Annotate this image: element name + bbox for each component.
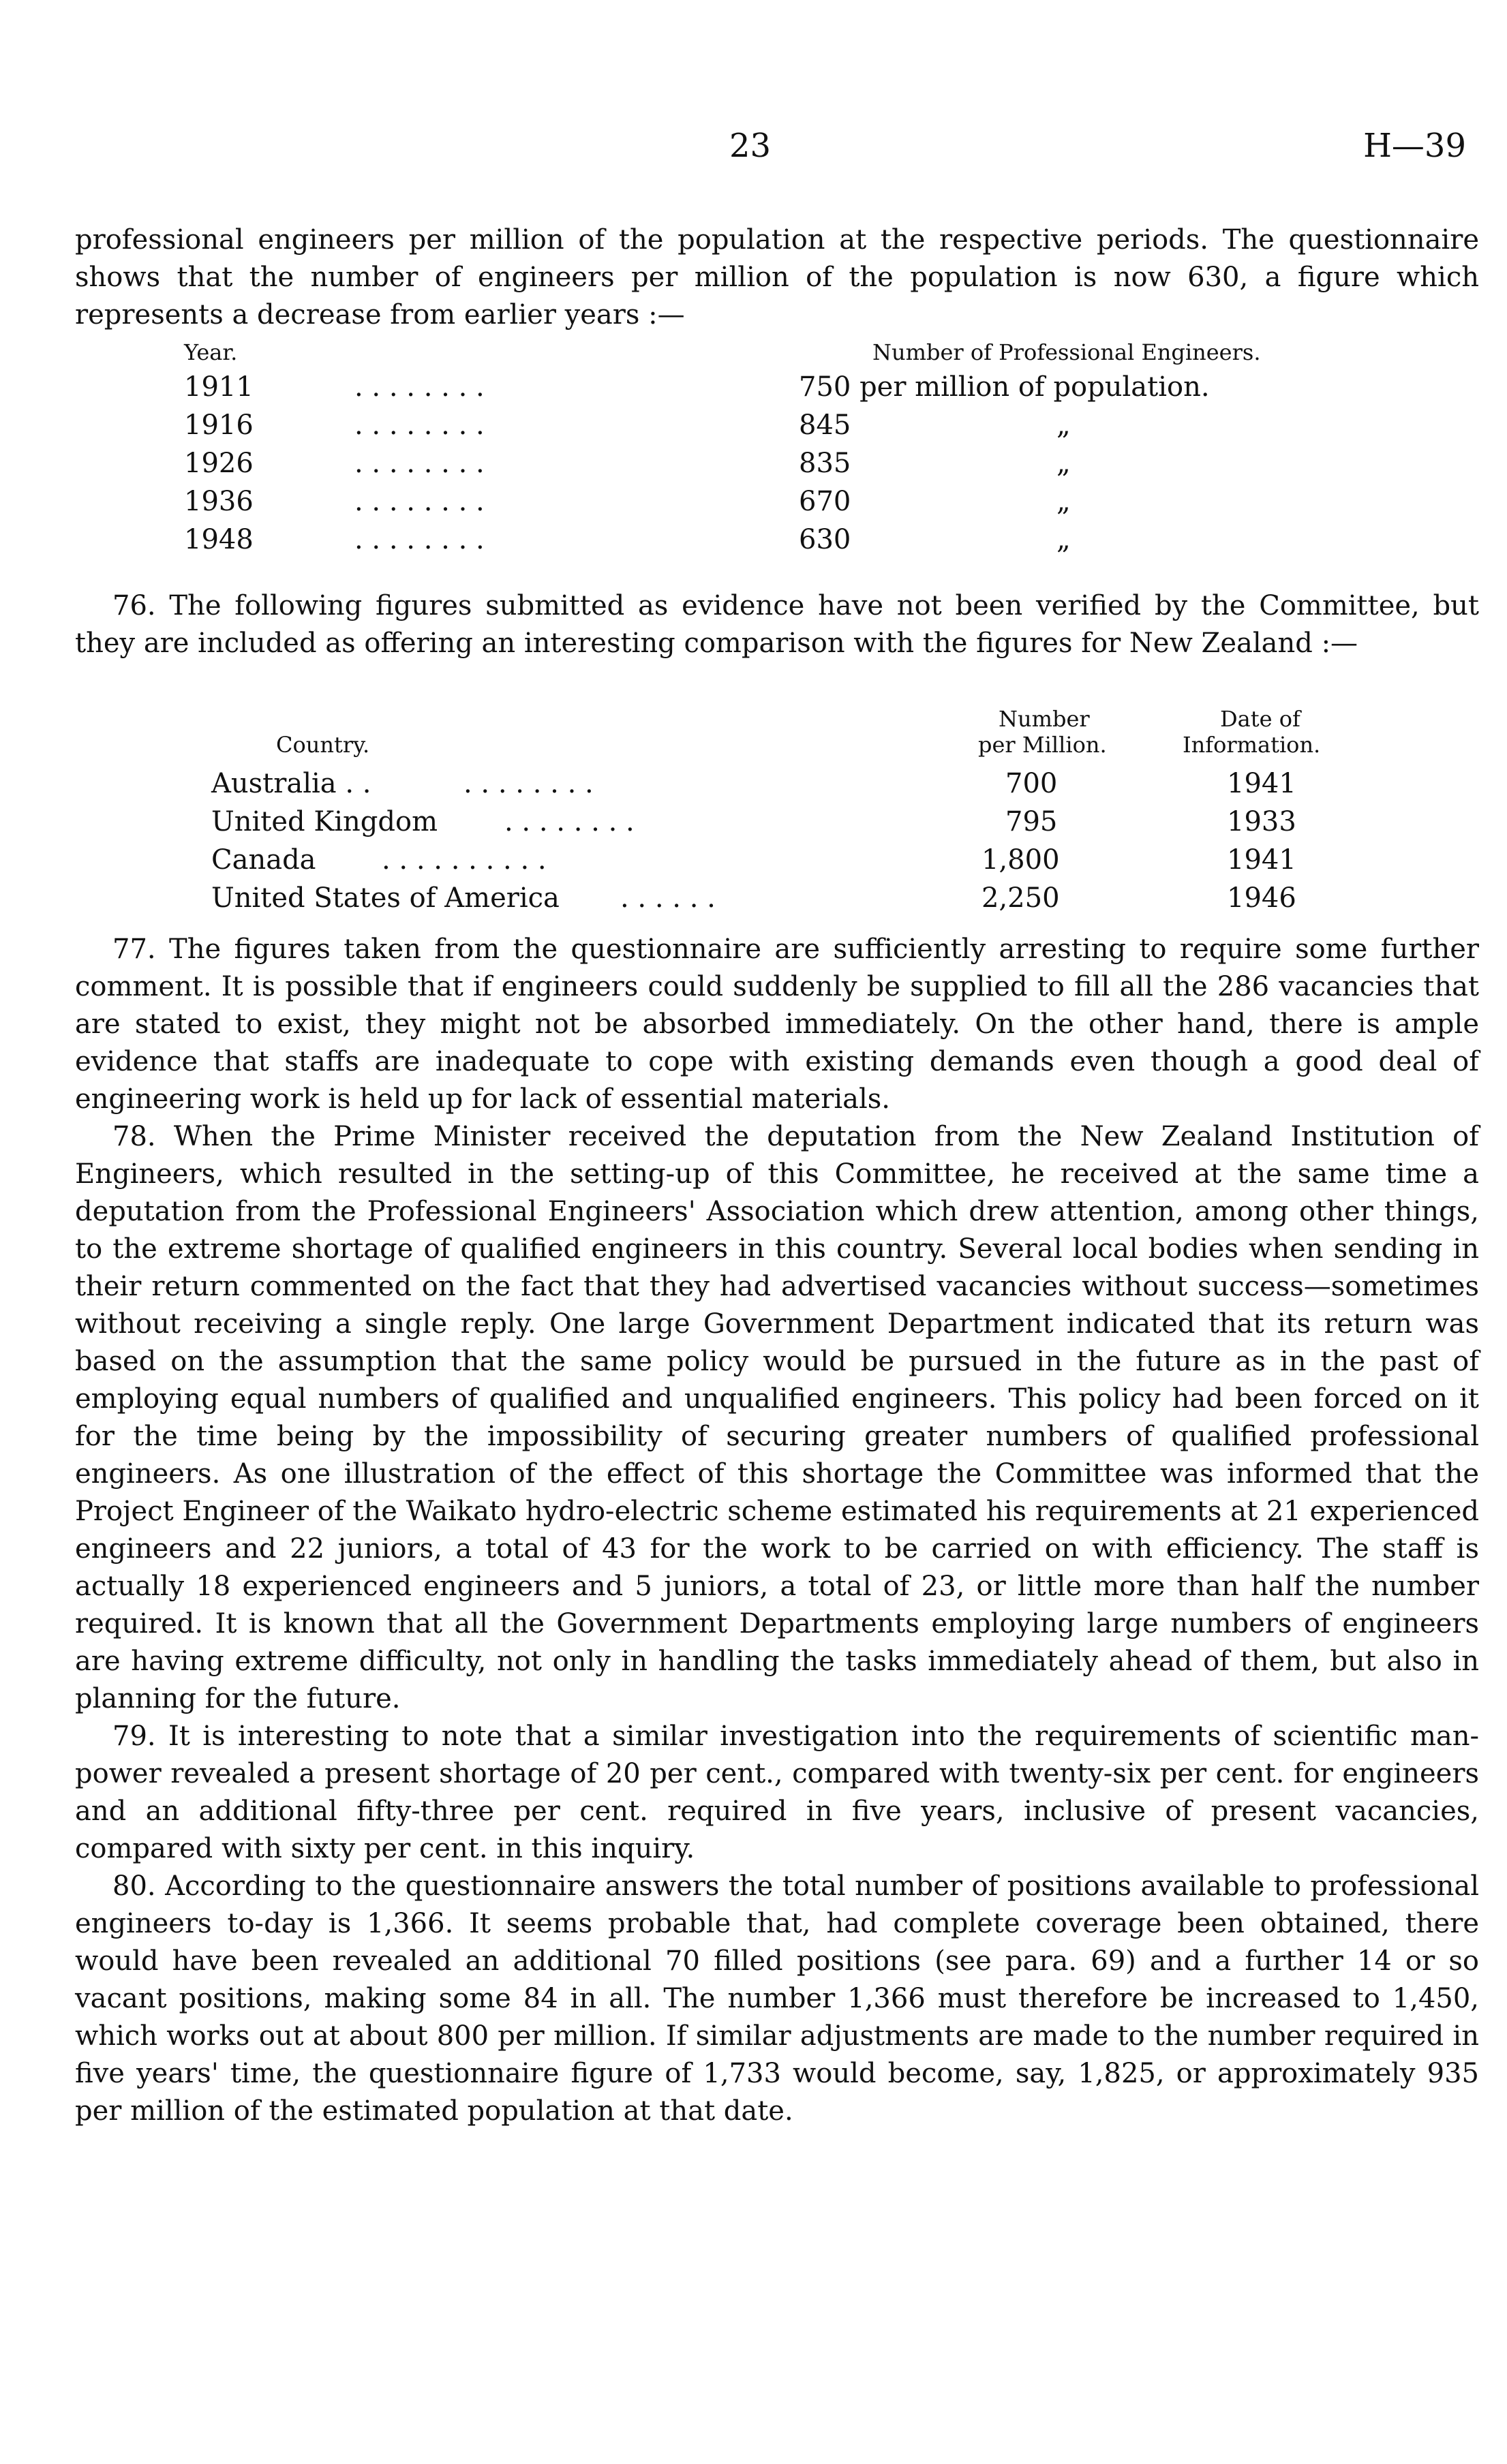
paragraph-80: 80. According to the questionnaire answers the total number of positions available to professional engineers to-day is 1,366. It seems probable that, had complete coverage been obtained, there would have been revealed an additional 70 filled positions (see para. 69) and a further 14 or so vacant positions, making some 84 in all. The number 1,366 must therefore be increased to 1,450, which works out at about 800 per million. If similar adjustments are made to the number required in five years' time, the questionnaire figure of 1,733 would become, say, 1,825, or approximately 935 per million of the estimated population at that date. (75, 1870, 1479, 2127)
table-row (184, 521, 1411, 559)
intro-paragraph-block (75, 221, 1479, 334)
paragraph-76-block (75, 587, 1479, 662)
column-header-country: Country. (276, 732, 370, 758)
date-cell: 1946 (1227, 882, 1296, 914)
year-cell: 1936 (184, 486, 254, 517)
table-row (211, 765, 1438, 803)
page-header (0, 127, 1507, 174)
paragraph-78: 78. When the Prime Minister received the deputation from the New Zealand Institution of Engineers, which resulted in the setting-up of this Committee, he received at the same time a deputation from the Professional Engineers' Association which drew attention, among other things, to the extreme shortage of qualified engineers in this country. Several local bodies when sending in their return commented on the fact that they had advertised vacancies without success—sometimes without receiving a single reply. One large Government Department indicated that its return was based on the assumption that the same policy would be pursued in the future as in the past of employing equal numbers of qualified and unqualified engineers. This policy had been forced on it for the time being by the impossibility of securing greater numbers of qualified professional engineers. As one illustration of the effect of this shortage the Committee was informed that the Project Engineer of the Waikato hydro-electric scheme estimated his requirements at 21 experienced engineers and 22 juniors, a total of 43 for the work to be carried on with efficiency. The staff is actually 18 experienced engineers and 5 juniors, a total of 23, or little more than half the number required. It is known that all the Government Departments employing large numbers of engineers are having extreme difficulty, not only in handling the tasks immediately ahead of them, but also in planning for the future. (75, 1121, 1479, 1714)
value-cell: 630 (799, 524, 851, 555)
dot-leader: . . . . . . . . (354, 410, 485, 441)
column-header-date: Date of (1220, 706, 1300, 732)
paragraph-77: 77. The figures taken from the questionnaire are sufficiently arresting to require some further comment. It is possible that if engineers could suddenly be supplied to fill all the 286 vacancies that are stated to exist, they might not be absorbed immediately. On the other hand, there is ample evidence that staffs are inadequate to cope with existing demands even though a good deal of engineering work is held up for lack of essential materials. (75, 934, 1479, 1115)
year-cell: 1948 (184, 524, 254, 555)
table-row (184, 406, 1411, 444)
dot-leader: . . . . . . . . (354, 524, 485, 555)
table-row (184, 368, 1411, 406)
ditto-mark: „ (1056, 410, 1071, 441)
international-comparison-table (211, 706, 1438, 917)
table-row (211, 879, 1438, 917)
intro-paragraph: professional engineers per million of the population at the respective periods. The questionnaire shows that the number of engineers per million of the population is now 630, a figure which represents a decrease from earlier years :— (75, 224, 1479, 330)
country-cell: United States of America (211, 882, 560, 914)
paragraph-79: 79. It is interesting to note that a similar investigation into the requirements of scientific man-power revealed a present shortage of 20 per cent., compared with twenty-six per cent. for engineers and an additional fifty-three per cent. required in five years, inclusive of present vacancies, compared with sixty per cent. in this inquiry. (75, 1721, 1479, 1864)
column-header-year: Year. (184, 339, 238, 365)
body-paragraphs (75, 931, 1479, 2130)
dot-leader: . . . . . . . . (504, 806, 635, 837)
year-cell: 1926 (184, 448, 254, 479)
table-row (211, 841, 1438, 879)
table-header (184, 339, 1411, 368)
dot-leader: . . . . . . . . (354, 486, 485, 517)
table-row (184, 482, 1411, 521)
value-cell: 750 per million of population. (799, 371, 1210, 403)
table-header-line-1 (211, 706, 1438, 732)
dot-leader: . . . . . . . . . . (382, 844, 547, 876)
dot-leader: . . . . . . . . (354, 371, 485, 403)
value-cell: 845 (799, 410, 851, 441)
column-header-per-million: per Million. (978, 732, 1107, 758)
dot-leader: . . . . . . (620, 882, 716, 914)
dot-leader: . . . . . . . . (463, 768, 594, 799)
ditto-mark: „ (1056, 486, 1071, 517)
number-cell: 1,800 (981, 844, 1060, 876)
value-cell: 670 (799, 486, 851, 517)
column-header-information: Information. (1183, 732, 1321, 758)
page-number: 23 (729, 127, 772, 165)
country-cell: Australia . . (211, 768, 371, 799)
engineers-by-year-table (184, 339, 1411, 559)
column-header-number: Number (999, 706, 1090, 732)
number-cell: 700 (1005, 768, 1058, 799)
year-cell: 1911 (184, 371, 254, 403)
document-reference: H—39 (1363, 127, 1466, 165)
ditto-mark: „ (1056, 448, 1071, 479)
paragraph-76: 76. The following figures submitted as evidence have not been verified by the Committee, but they are included as offering an interesting comparison with the figures for New Zealand :— (75, 590, 1479, 659)
ditto-mark: „ (1056, 524, 1071, 555)
table-row (184, 444, 1411, 482)
value-cell: 835 (799, 448, 851, 479)
date-cell: 1941 (1227, 768, 1296, 799)
dot-leader: . . . . . . . . (354, 448, 485, 479)
country-cell: United Kingdom (211, 806, 438, 837)
table-header-line-2 (211, 732, 1438, 765)
number-cell: 2,250 (981, 882, 1060, 914)
year-cell: 1916 (184, 410, 254, 441)
date-cell: 1933 (1227, 806, 1296, 837)
date-cell: 1941 (1227, 844, 1296, 876)
table-row (211, 803, 1438, 841)
column-header-number: Number of Professional Engineers. (872, 339, 1261, 365)
number-cell: 795 (1005, 806, 1058, 837)
country-cell: Canada (211, 844, 316, 876)
